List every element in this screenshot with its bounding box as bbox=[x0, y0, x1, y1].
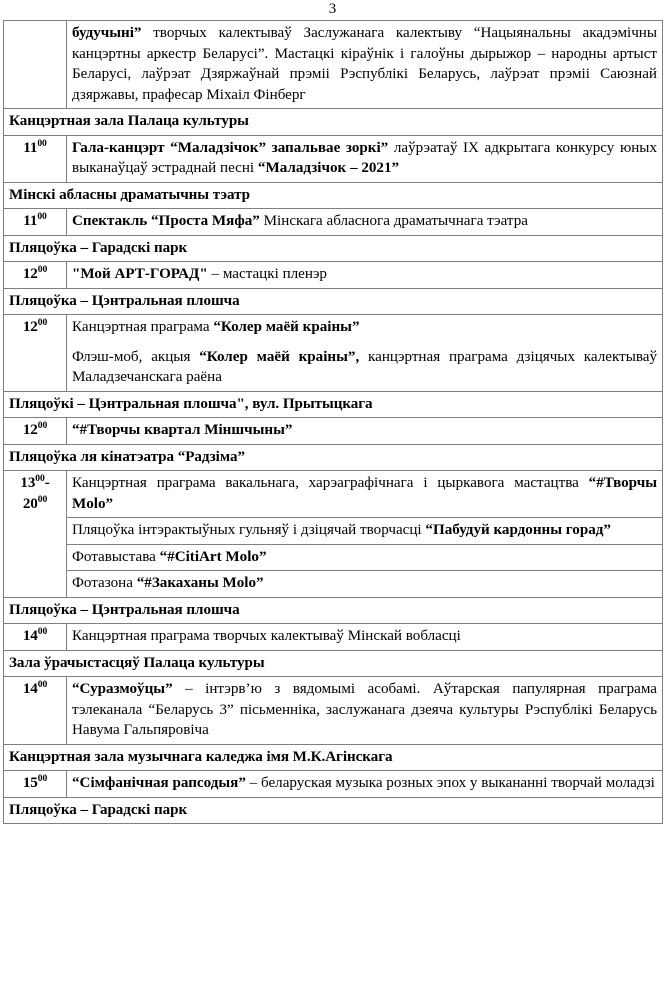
text-plain: творчых калектываў Заслужанага калектыву “Нацыянальны акадэмічны канцэртны аркестр Беларусі”. Мастацкі кіраўнік і галоўны дырыжор – народны артыст Беларусі, лаўрэат Дзяржаўнай прэміі Рэспублікі Беларусь, лаўрэат прэміі Саюзнай дзяржавы, прафесар Міхаіл Фінберг bbox=[72, 25, 657, 103]
venue-header-row bbox=[4, 109, 663, 136]
event-description-cell bbox=[67, 21, 663, 109]
time-minutes: 00 bbox=[35, 472, 45, 484]
venue-header-row bbox=[4, 597, 663, 624]
event-paragraph bbox=[72, 520, 657, 541]
event-row bbox=[4, 471, 663, 518]
event-description-cell bbox=[67, 418, 663, 445]
text-bold: “#Творчы квартал Міншчыны” bbox=[72, 422, 293, 438]
event-row bbox=[4, 544, 663, 571]
event-row bbox=[4, 624, 663, 651]
event-row bbox=[4, 771, 663, 798]
text-plain: Мінскага абласнога драматычнага тэатра bbox=[259, 213, 528, 229]
event-paragraph bbox=[72, 347, 657, 388]
text-bold: Спектакль “Проста Мяфа” bbox=[72, 213, 260, 229]
event-time-cell bbox=[4, 21, 67, 109]
time-minutes: 00 bbox=[37, 772, 48, 784]
event-row bbox=[4, 262, 663, 289]
event-description-cell bbox=[67, 571, 663, 598]
event-row bbox=[4, 315, 663, 392]
text-bold: “Маладзічок – 2021” bbox=[257, 160, 400, 176]
text-plain: – інтэрв’ю з вядомымі асобамі. Аўтарская папулярная праграма тэлеканала “Беларусь 3” пісьменніка, заслужанага дзеяча культуры Рэспублікі Беларусь Навума Гальпяровіча bbox=[72, 681, 657, 738]
time-minutes: 00 bbox=[37, 210, 47, 222]
event-paragraph bbox=[72, 573, 657, 594]
text-bold: “#Творчы Molo” bbox=[72, 475, 657, 512]
event-description-cell bbox=[67, 518, 663, 545]
time-value: 12 bbox=[22, 319, 38, 335]
text-plain: – мастацкі пленэр bbox=[207, 266, 327, 282]
time-value: 13 bbox=[20, 475, 36, 491]
text-bold: будучыні” bbox=[72, 25, 142, 41]
text-plain: канцэртная праграма дзіцячых калектываў Маладзечанскага раёна bbox=[72, 348, 658, 385]
text-plain: Канцэртная праграма творчых калектываў Мінскай вобласці bbox=[72, 628, 461, 644]
time-value: 12 bbox=[22, 266, 38, 282]
venue-header-label: Пляцоўка – Цэнтральная плошча bbox=[4, 597, 663, 624]
schedule-table bbox=[3, 20, 663, 824]
text-bold: “Сімфанічная рапсодыя” bbox=[72, 775, 246, 791]
event-paragraph bbox=[72, 264, 657, 285]
time-value: 11 bbox=[23, 213, 38, 229]
text-plain: – беларуская музыка розных эпох у выкананні творчай моладзі bbox=[245, 775, 655, 791]
text-bold: "Мой АРТ-ГОРАД" bbox=[72, 266, 208, 282]
event-time-cell bbox=[4, 262, 67, 289]
text-plain: Фотазона bbox=[72, 575, 137, 591]
event-row bbox=[4, 571, 663, 598]
venue-header-label: Пляцоўка – Гарадскі парк bbox=[4, 797, 663, 824]
event-row bbox=[4, 677, 663, 745]
text-plain: лаўрэатаў IX адкрытага конкурсу юных выканаўцаў эстраднай песні bbox=[72, 139, 657, 176]
text-bold: “Колер маёй краіны” bbox=[213, 319, 360, 335]
time-minutes: 00 bbox=[37, 625, 48, 637]
time-minutes: 00 bbox=[37, 678, 48, 690]
event-row bbox=[4, 21, 663, 109]
venue-header-label: Мінскі абласны драматычны тэатр bbox=[4, 182, 663, 209]
event-time-cell bbox=[4, 771, 67, 798]
time-value: 15 bbox=[22, 775, 38, 791]
event-description-cell bbox=[67, 471, 663, 518]
event-time-cell bbox=[4, 209, 67, 236]
event-paragraph bbox=[72, 211, 657, 232]
venue-header-row bbox=[4, 650, 663, 677]
event-paragraph bbox=[72, 23, 657, 105]
event-time-cell bbox=[4, 418, 67, 445]
event-description-cell bbox=[67, 677, 663, 745]
time-minutes: 00 bbox=[37, 263, 48, 275]
page-number: 3 bbox=[328, 1, 337, 17]
venue-header-row bbox=[4, 182, 663, 209]
text-bold: “Пабудуй кардонны горад” bbox=[425, 522, 611, 538]
event-paragraph bbox=[72, 773, 657, 794]
venue-header-row bbox=[4, 444, 663, 471]
text-plain: Фотавыстава bbox=[72, 548, 160, 565]
event-description-cell bbox=[67, 624, 663, 651]
text-bold: Гала-канцэрт “Маладзічок” запальвае зоркі” bbox=[72, 139, 389, 156]
event-description-cell bbox=[67, 544, 663, 571]
venue-header-row bbox=[4, 391, 663, 418]
event-description-cell bbox=[67, 262, 663, 289]
schedule-table-body bbox=[4, 21, 663, 824]
event-description-cell bbox=[67, 315, 663, 392]
time-minutes-end: 00 bbox=[37, 493, 48, 505]
event-paragraph bbox=[72, 679, 657, 741]
venue-header-label: Пляцоўка – Цэнтральная плошча bbox=[4, 288, 663, 315]
time-value: 14 bbox=[22, 628, 38, 644]
venue-header-row bbox=[4, 744, 663, 771]
venue-header-label: Пляцоўкі – Цэнтральная плошча", вул. Прытыцкага bbox=[4, 391, 663, 418]
event-paragraph bbox=[72, 138, 657, 179]
text-plain: Флэш-моб, акцыя bbox=[72, 348, 200, 365]
event-time-cell: $13^{00}-$ $20^{00}$ bbox=[4, 471, 67, 598]
time-minutes: 00 bbox=[37, 419, 48, 431]
venue-header-label: Пляцоўка ля кінатэатра “Радзіма” bbox=[4, 444, 663, 471]
event-time-cell bbox=[4, 315, 67, 392]
event-row bbox=[4, 209, 663, 236]
venue-header-row bbox=[4, 235, 663, 262]
venue-header-label: Пляцоўка – Гарадскі парк bbox=[4, 235, 663, 262]
time-minutes: 00 bbox=[37, 316, 48, 328]
event-time-cell bbox=[4, 624, 67, 651]
event-description-cell bbox=[67, 135, 663, 182]
event-row bbox=[4, 418, 663, 445]
time-value: 11 bbox=[23, 139, 38, 156]
venue-header-row bbox=[4, 288, 663, 315]
event-paragraph bbox=[72, 473, 657, 514]
text-plain: Канцэртная праграма вакальнага, харэаграфічнага і цыркавога мастацтва bbox=[72, 475, 589, 491]
event-paragraph bbox=[72, 626, 657, 647]
time-minutes: 00 bbox=[37, 137, 47, 149]
event-description-cell bbox=[67, 209, 663, 236]
time-value-end: 20 bbox=[22, 495, 38, 512]
text-plain: Пляцоўка інтэрактыўных гульняў і дзіцячай творчасці bbox=[72, 522, 426, 538]
venue-header-label: Канцэртная зала Палаца культуры bbox=[4, 109, 663, 136]
text-bold: “#Закаханы Molo” bbox=[136, 575, 264, 591]
event-paragraph bbox=[72, 547, 657, 568]
time-value: 14 bbox=[22, 681, 38, 697]
event-paragraph bbox=[72, 317, 657, 338]
venue-header-label: Канцэртная зала музычнага каледжа імя М.К.Агінскага bbox=[4, 744, 663, 771]
venue-header-row bbox=[4, 797, 663, 824]
venue-header-label: Зала ўрачыстасцяў Палаца культуры bbox=[4, 650, 663, 677]
event-description-cell bbox=[67, 771, 663, 798]
text-bold: “#CitiArt Molo” bbox=[159, 548, 267, 565]
event-time-cell bbox=[4, 677, 67, 745]
text-plain: Канцэртная праграма bbox=[72, 319, 214, 335]
time-value: 12 bbox=[22, 422, 38, 438]
text-bold: “Колер маёй краіны”, bbox=[199, 348, 360, 365]
event-row bbox=[4, 135, 663, 182]
event-row bbox=[4, 518, 663, 545]
event-time-cell bbox=[4, 135, 67, 182]
text-bold: “Суразмоўцы” bbox=[72, 681, 173, 697]
event-paragraph bbox=[72, 420, 657, 441]
